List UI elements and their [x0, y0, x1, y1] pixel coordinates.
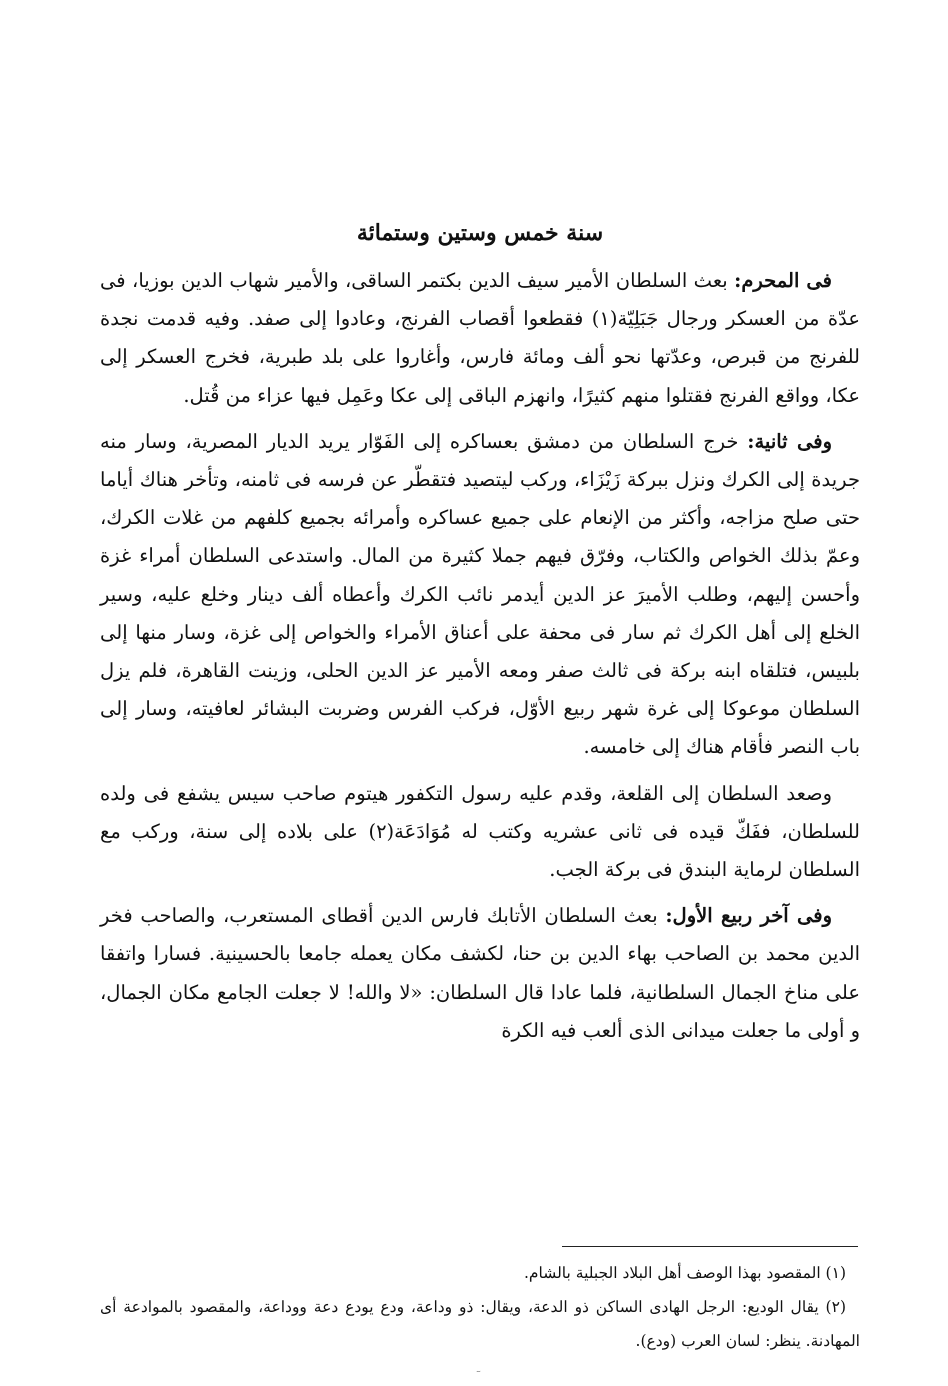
paragraph-lead: وفى ثانية:	[747, 429, 832, 453]
footnote-1: (١) المقصود بهذا الوصف أهل البلاد الجبلية بالشام.	[524, 1264, 846, 1282]
paragraph-text: بعث السلطان الأمير سيف الدين بكتمر الساقى، والأمير شهاب الدين بوزيا، فى عدّة من العسكر ورجال جَبَلِيّة(١) فقطعوا أقصاب الفرنج، وعادوا إلى صفد. وفيه قدمت نجدة للفرنج من قبرص، وعدّتها نحو ألف ومائة فارس، وأغاروا على بلد طبرية، فخرج العسكر إلى عكا، وواقع الفرنج فقتلوا منهم كثيرًا، وانهزم الباقى إلى عكا وعَمِل فيها عزاء من قُتل.	[100, 269, 861, 407]
paragraph-citadel	[100, 775, 860, 890]
paragraph-text: بعث السلطان الأتابك فارس الدين أقطاى المستعرب، والصاحب فخر الدين محمد بن الصاحب بهاء الدين بن حنا، لكشف مكان يعمله جامعا بالحسينية. فسارا واتفقا على مناخ الجمال السلطانية، فلما عادا قال السلطان: «لا والله! لا جعلت الجامع مكان الجمال، و أولى ما جعلت ميدانى الذى ألعب فيه الكرة	[100, 904, 860, 1042]
paragraph-text: خرج السلطان من دمشق بعساكره إلى الفَوّار يريد الديار المصرية، وسار منه جريدة إلى الكرك ونزل ببركة زَيْزَاء، وركب ليتصيد فتقطّر عن فرسه فى ثامنه، وتأخر هناك أياما حتى صلح مزاجه، وأكثر من الإنعام على جميع عساكره وأمرائه بجميع كلفهم من غلات الكرك، وعمّ بذلك الخواص والكتاب، وفرّق فيهم جملا كثيرة من المال. واستدعى السلطان أمراء غزة وأحسن إليهم، وطلب الأميرَ عز الدين أيدمر نائب الكرك وأعطاه ألف دينار وخلع عليه، وسير الخلع إلى أهل الكرك ثم سار فى محفة على أعناق الأمراء والخواص إلى غزة، وسار منها إلى بلبيس، فتلقاه ابنه بركة فى ثالث صفر ومعه الأمير عز الدين الحلى، وزينت القاهرة، فلم يزل السلطان موعوكا إلى غرة شهر ربيع الأوّل، فركب الفرس وضربت البشائر لعافيته، وسار إلى باب النصر فأقام هناك إلى خامسه.	[100, 429, 860, 759]
footnote-divider	[562, 1246, 858, 1247]
footnote-2: (٢) يقال الوديع: الرجل الهادى الساكن ذو الدعة، ويقال: ذو وداعة، ودع يودع دعة ووداعة، والمقصود بالموادعة أى المهادنة. ينظر: لسان العرب (ودع).	[100, 1298, 860, 1350]
paragraph-muharram	[100, 262, 860, 415]
paragraph-second	[100, 423, 860, 767]
page-title: سنة خمس وستين وستمائة	[356, 220, 604, 246]
footnotes	[100, 1256, 860, 1358]
paragraph-rabi-end	[100, 897, 860, 1050]
paragraph-lead: وفى آخر ربيع الأول:	[665, 904, 832, 928]
paragraph-text: وصعد السلطان إلى القلعة، وقدم عليه رسول التكفور هيتوم صاحب سيس يشفع فى ولده للسلطان، ففَكّ قيده فى ثانى عشريه وكتب له مُوَادَعَة(٢) على بلاده إلى سنة، وركب مع السلطان لرماية البندق فى بركة الجب.	[100, 781, 860, 882]
document-body	[100, 200, 860, 1058]
paragraph-lead: فى المحرم:	[734, 269, 832, 292]
